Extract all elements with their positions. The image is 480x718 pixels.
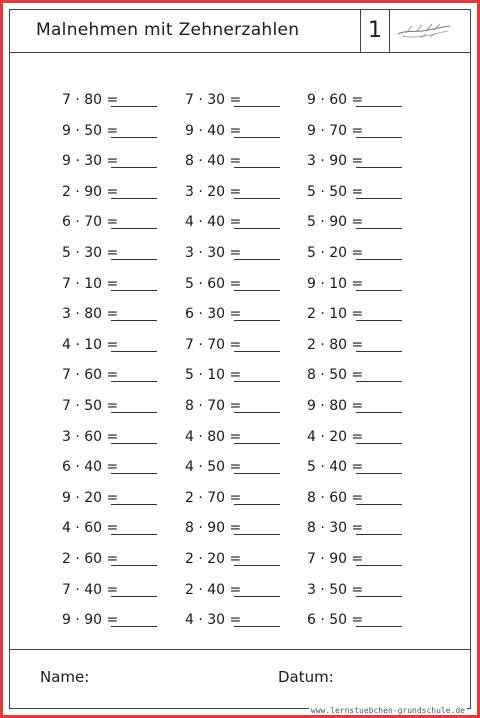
- problem-item: [62, 276, 182, 300]
- problem-item: [62, 306, 182, 330]
- problem-item: [62, 582, 182, 606]
- footer: [10, 649, 470, 708]
- problem-row: [10, 184, 470, 215]
- problem-expression: 7 · 90 =: [307, 550, 364, 567]
- problem-item: [62, 520, 182, 544]
- answer-blank[interactable]: [111, 459, 157, 474]
- answer-blank[interactable]: [234, 429, 280, 444]
- answer-blank[interactable]: [356, 429, 402, 444]
- answer-blank[interactable]: [111, 153, 157, 168]
- answer-blank[interactable]: [234, 520, 280, 535]
- problem-item: [62, 214, 182, 238]
- problem-expression: 3 · 90 =: [307, 153, 364, 170]
- answer-blank[interactable]: [111, 337, 157, 352]
- problem-item: [307, 184, 427, 208]
- answer-blank[interactable]: [111, 276, 157, 291]
- problem-item: [62, 551, 182, 575]
- problem-item: [185, 398, 305, 422]
- problem-item: [185, 612, 305, 636]
- problem-item: [185, 184, 305, 208]
- answer-blank[interactable]: [356, 612, 402, 627]
- problem-item: [307, 245, 427, 269]
- problem-item: [62, 245, 182, 269]
- page-title: Malnehmen mit Zehnerzahlen: [36, 20, 300, 40]
- problem-expression: 7 · 70 =: [185, 336, 242, 353]
- problem-row: [10, 92, 470, 123]
- problem-expression: 6 · 40 =: [62, 459, 119, 476]
- name-label: Name:: [40, 668, 90, 686]
- answer-blank[interactable]: [234, 92, 280, 107]
- problem-row: [10, 245, 470, 276]
- sheet-number: 1: [360, 10, 390, 52]
- answer-blank[interactable]: [356, 123, 402, 138]
- problem-row: [10, 337, 470, 368]
- answer-blank[interactable]: [234, 276, 280, 291]
- problem-expression: 4 · 30 =: [185, 612, 242, 629]
- problem-row: [10, 490, 470, 521]
- problem-expression: 8 · 50 =: [307, 367, 364, 384]
- problem-expression: 5 · 50 =: [307, 183, 364, 200]
- problem-expression: 7 · 80 =: [62, 92, 119, 108]
- problem-row: [10, 153, 470, 184]
- problem-expression: 7 · 10 =: [62, 275, 119, 292]
- problem-expression: 2 · 40 =: [185, 581, 242, 598]
- problem-item: [185, 337, 305, 361]
- problem-item: [185, 520, 305, 544]
- problem-item: [307, 459, 427, 483]
- problem-item: [185, 490, 305, 514]
- problem-item: [185, 153, 305, 177]
- problem-row: [10, 306, 470, 337]
- problem-item: [62, 153, 182, 177]
- problem-expression: 9 · 60 =: [307, 92, 364, 108]
- problem-item: [307, 123, 427, 147]
- problem-expression: 4 · 50 =: [185, 459, 242, 476]
- problem-item: [307, 612, 427, 636]
- problem-item: [185, 551, 305, 575]
- source-url: www.lernstuebchen-grundschule.de: [310, 706, 465, 715]
- problem-item: [185, 245, 305, 269]
- problem-expression: 8 · 90 =: [185, 520, 242, 537]
- problem-expression: 4 · 80 =: [185, 428, 242, 445]
- answer-blank[interactable]: [111, 306, 157, 321]
- problem-expression: 7 · 60 =: [62, 367, 119, 384]
- worksheet: [3, 3, 477, 715]
- writing-hand-icon: [396, 20, 454, 42]
- problem-item: [185, 367, 305, 391]
- problem-item: [307, 214, 427, 238]
- problem-item: [307, 429, 427, 453]
- date-label: Datum:: [278, 668, 334, 686]
- problem-expression: 8 · 60 =: [307, 489, 364, 506]
- problem-expression: 2 · 20 =: [185, 550, 242, 567]
- problem-expression: 4 · 10 =: [62, 336, 119, 353]
- problem-expression: 3 · 20 =: [185, 183, 242, 200]
- worksheet-frame: [9, 9, 471, 709]
- answer-blank[interactable]: [234, 367, 280, 382]
- answer-blank[interactable]: [356, 520, 402, 535]
- problem-expression: 5 · 60 =: [185, 275, 242, 292]
- answer-blank[interactable]: [111, 551, 157, 566]
- answer-blank[interactable]: [111, 214, 157, 229]
- problem-item: [307, 367, 427, 391]
- problem-expression: 4 · 60 =: [62, 520, 119, 537]
- problem-expression: 2 · 90 =: [62, 183, 119, 200]
- problem-expression: 6 · 50 =: [307, 612, 364, 629]
- answer-blank[interactable]: [111, 184, 157, 199]
- problem-item: [62, 184, 182, 208]
- answer-blank[interactable]: [234, 153, 280, 168]
- problem-item: [62, 398, 182, 422]
- answer-blank[interactable]: [111, 92, 157, 107]
- answer-blank[interactable]: [356, 153, 402, 168]
- problem-item: [185, 92, 305, 116]
- answer-blank[interactable]: [234, 184, 280, 199]
- problem-expression: 9 · 50 =: [62, 122, 119, 139]
- problem-expression: 3 · 30 =: [185, 244, 242, 261]
- answer-blank[interactable]: [234, 214, 280, 229]
- answer-blank[interactable]: [356, 306, 402, 321]
- answer-blank[interactable]: [356, 92, 402, 107]
- answer-blank[interactable]: [356, 490, 402, 505]
- problem-item: [307, 520, 427, 544]
- problem-item: [307, 153, 427, 177]
- problem-item: [185, 276, 305, 300]
- problem-item: [62, 92, 182, 116]
- answer-blank[interactable]: [234, 490, 280, 505]
- problem-row: [10, 367, 470, 398]
- problem-expression: 3 · 50 =: [307, 581, 364, 598]
- problem-item: [185, 214, 305, 238]
- problem-expression: 2 · 60 =: [62, 550, 119, 567]
- problem-row: [10, 520, 470, 551]
- answer-blank[interactable]: [356, 582, 402, 597]
- answer-blank[interactable]: [111, 582, 157, 597]
- problem-expression: 2 · 10 =: [307, 306, 364, 323]
- problem-row: [10, 214, 470, 245]
- problem-item: [62, 612, 182, 636]
- problem-expression: 6 · 30 =: [185, 306, 242, 323]
- answer-blank[interactable]: [111, 367, 157, 382]
- problem-expression: 7 · 30 =: [185, 92, 242, 108]
- problem-expression: 7 · 40 =: [62, 581, 119, 598]
- answer-blank[interactable]: [234, 306, 280, 321]
- answer-blank[interactable]: [356, 245, 402, 260]
- problem-row: [10, 398, 470, 429]
- answer-blank[interactable]: [111, 398, 157, 413]
- header: [10, 10, 470, 53]
- problem-expression: 5 · 40 =: [307, 459, 364, 476]
- problem-expression: 8 · 70 =: [185, 397, 242, 414]
- answer-blank[interactable]: [111, 429, 157, 444]
- problem-row: [10, 582, 470, 613]
- problem-row: [10, 612, 470, 643]
- answer-blank[interactable]: [356, 276, 402, 291]
- answer-blank[interactable]: [111, 123, 157, 138]
- problem-expression: 5 · 20 =: [307, 244, 364, 261]
- problem-item: [307, 582, 427, 606]
- problem-item: [307, 276, 427, 300]
- problem-item: [62, 367, 182, 391]
- answer-blank[interactable]: [234, 123, 280, 138]
- problem-row: [10, 551, 470, 582]
- problem-item: [307, 337, 427, 361]
- answer-blank[interactable]: [234, 459, 280, 474]
- answer-blank[interactable]: [111, 520, 157, 535]
- problem-expression: 9 · 40 =: [185, 122, 242, 139]
- answer-blank[interactable]: [111, 245, 157, 260]
- answer-blank[interactable]: [356, 551, 402, 566]
- problem-grid: [10, 92, 470, 643]
- problem-item: [185, 123, 305, 147]
- problem-row: [10, 123, 470, 154]
- problem-item: [307, 92, 427, 116]
- answer-blank[interactable]: [234, 551, 280, 566]
- problem-item: [62, 459, 182, 483]
- answer-blank[interactable]: [356, 184, 402, 199]
- problem-expression: 4 · 20 =: [307, 428, 364, 445]
- problem-expression: 9 · 80 =: [307, 397, 364, 414]
- problem-expression: 2 · 80 =: [307, 336, 364, 353]
- problem-expression: 7 · 50 =: [62, 397, 119, 414]
- problem-item: [307, 398, 427, 422]
- problem-row: [10, 429, 470, 460]
- problem-expression: 5 · 30 =: [62, 244, 119, 261]
- problem-expression: 9 · 70 =: [307, 122, 364, 139]
- problem-expression: 8 · 40 =: [185, 153, 242, 170]
- problem-item: [307, 551, 427, 575]
- answer-blank[interactable]: [356, 214, 402, 229]
- problem-item: [185, 582, 305, 606]
- answer-blank[interactable]: [234, 612, 280, 627]
- answer-blank[interactable]: [356, 337, 402, 352]
- problem-expression: 9 · 90 =: [62, 612, 119, 629]
- problem-item: [62, 429, 182, 453]
- problem-item: [185, 459, 305, 483]
- problem-expression: 3 · 60 =: [62, 428, 119, 445]
- problem-expression: 9 · 20 =: [62, 489, 119, 506]
- problem-row: [10, 276, 470, 307]
- answer-blank[interactable]: [234, 337, 280, 352]
- problem-expression: 2 · 70 =: [185, 489, 242, 506]
- problem-expression: 5 · 90 =: [307, 214, 364, 231]
- answer-blank[interactable]: [356, 367, 402, 382]
- answer-blank[interactable]: [356, 398, 402, 413]
- problem-item: [62, 337, 182, 361]
- problem-item: [185, 429, 305, 453]
- answer-blank[interactable]: [111, 612, 157, 627]
- answer-blank[interactable]: [356, 459, 402, 474]
- problem-expression: 8 · 30 =: [307, 520, 364, 537]
- answer-blank[interactable]: [234, 398, 280, 413]
- problem-expression: 3 · 80 =: [62, 306, 119, 323]
- problem-item: [185, 306, 305, 330]
- problem-expression: 5 · 10 =: [185, 367, 242, 384]
- problem-expression: 9 · 10 =: [307, 275, 364, 292]
- problem-item: [307, 490, 427, 514]
- problem-expression: 9 · 30 =: [62, 153, 119, 170]
- problem-expression: 6 · 70 =: [62, 214, 119, 231]
- problem-item: [62, 490, 182, 514]
- problem-item: [62, 123, 182, 147]
- answer-blank[interactable]: [111, 490, 157, 505]
- problem-expression: 4 · 40 =: [185, 214, 242, 231]
- problem-item: [307, 306, 427, 330]
- answer-blank[interactable]: [234, 245, 280, 260]
- problem-row: [10, 459, 470, 490]
- answer-blank[interactable]: [234, 582, 280, 597]
